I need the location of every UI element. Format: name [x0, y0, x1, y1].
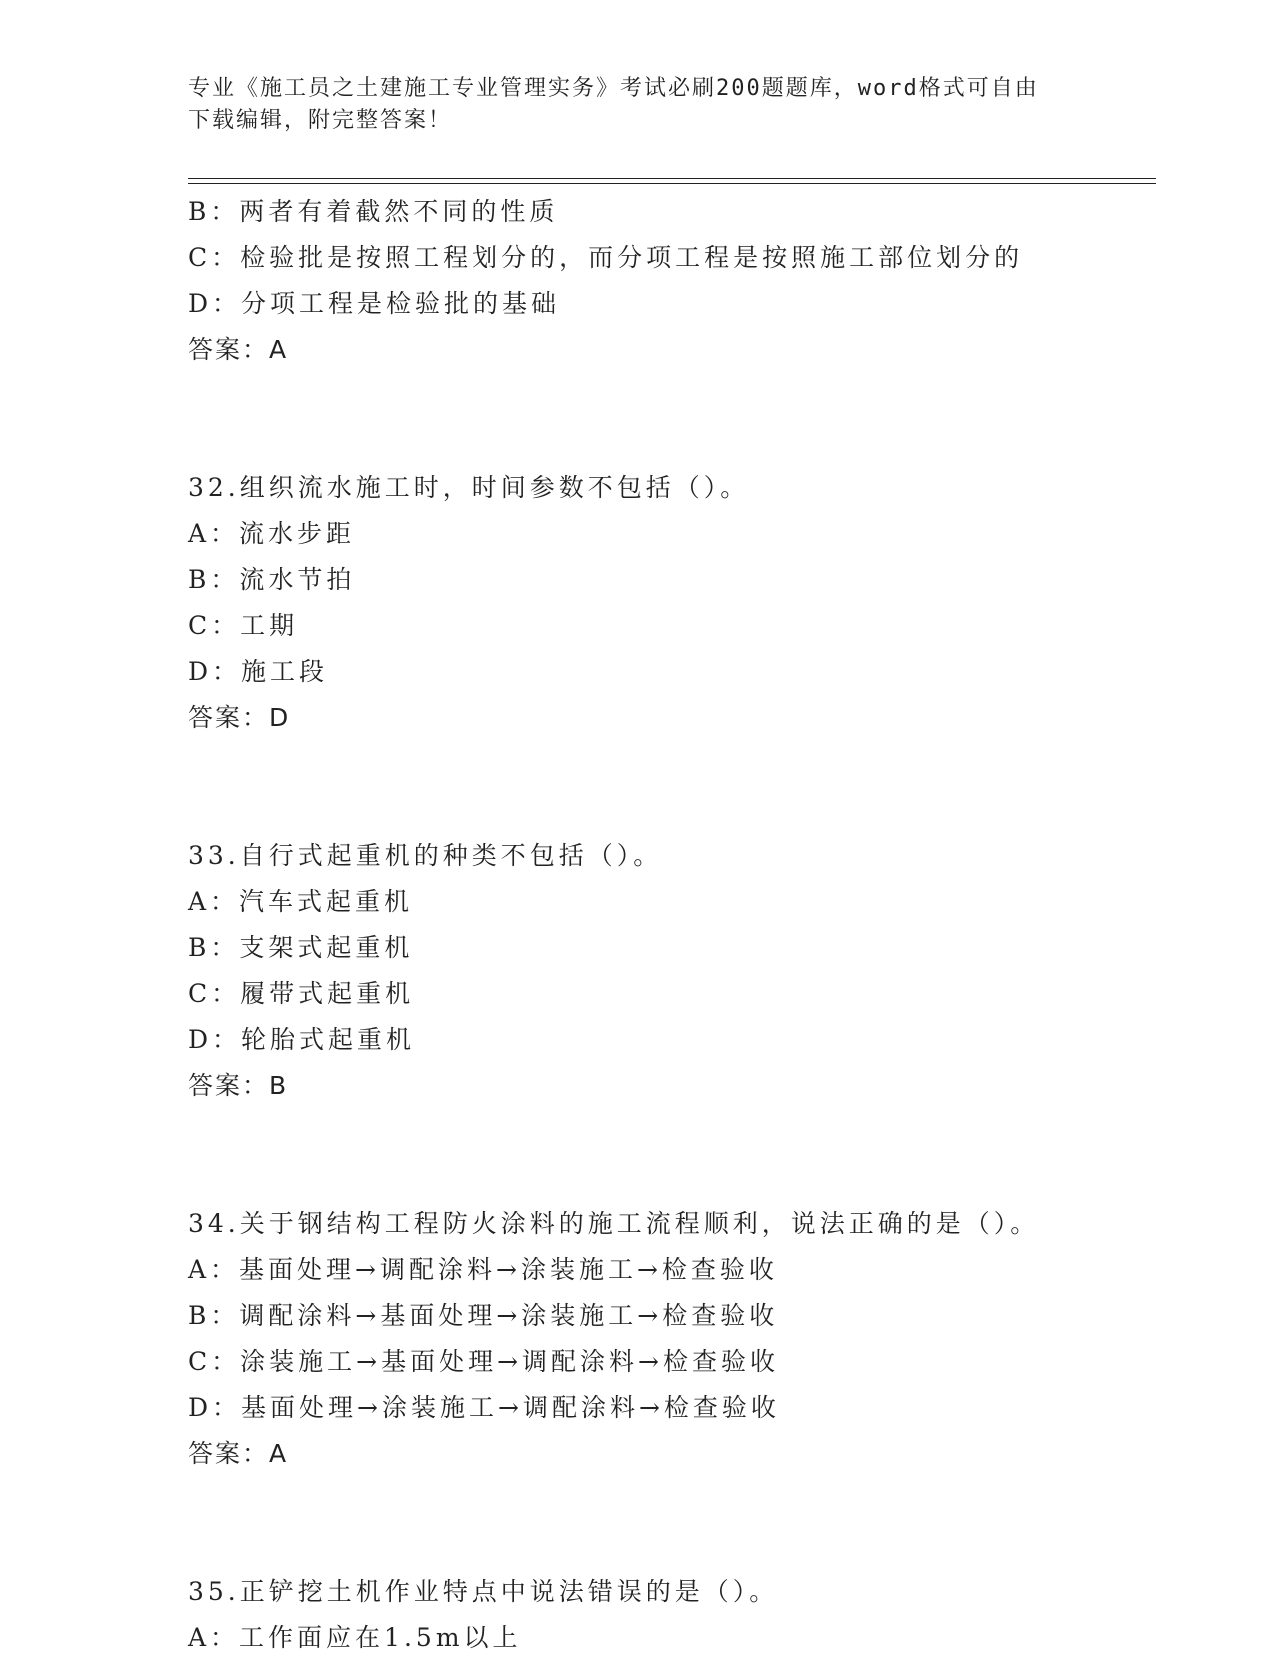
answer-line: 答案：A [188, 1439, 289, 1468]
option-b: B：支架式起重机 [188, 933, 414, 962]
spacer [188, 1109, 1156, 1201]
option-a: A：汽车式起重机 [188, 887, 414, 916]
question-34 [188, 1201, 1156, 1477]
header-rule-top [188, 178, 1156, 179]
option-d: D：基面处理→涂装施工→调配涂料→检查验收 [188, 1393, 780, 1422]
document-header [188, 73, 1068, 137]
option-a: A：流水步距 [188, 519, 356, 548]
option-a: A：工作面应在1.5m以上 [188, 1623, 522, 1652]
question-stem: 35.正铲挖土机作业特点中说法错误的是（）。 [188, 1577, 779, 1606]
answer-line: 答案：B [188, 1071, 289, 1100]
header-line-2: 下载编辑，附完整答案！ [188, 108, 453, 133]
question-33 [188, 833, 1156, 1109]
option-c: C：工期 [188, 611, 299, 640]
option-d: D：分项工程是检验批的基础 [188, 289, 561, 318]
spacer [188, 373, 1156, 465]
option-a: A：基面处理→调配涂料→涂装施工→检查验收 [188, 1255, 778, 1284]
question-31-continuation [188, 189, 1156, 373]
option-c: C：检验批是按照工程划分的，而分项工程是按照施工部位划分的 [188, 243, 1024, 272]
option-b: B：两者有着截然不同的性质 [188, 197, 559, 226]
answer-line: 答案：A [188, 335, 289, 364]
question-32 [188, 465, 1156, 741]
answer-line: 答案：D [188, 703, 291, 732]
option-b: B：流水节拍 [188, 565, 356, 594]
question-stem: 34.关于钢结构工程防火涂料的施工流程顺利，说法正确的是（）。 [188, 1209, 1040, 1238]
option-b: B：调配涂料→基面处理→涂装施工→检查验收 [188, 1301, 779, 1330]
option-c: C：涂装施工→基面处理→调配涂料→检查验收 [188, 1347, 779, 1376]
question-stem: 33.自行式起重机的种类不包括（）。 [188, 841, 663, 870]
option-d: D：施工段 [188, 657, 329, 686]
question-35 [188, 1569, 1156, 1661]
question-stem: 32.组织流水施工时，时间参数不包括（）。 [188, 473, 750, 502]
option-d: D：轮胎式起重机 [188, 1025, 416, 1054]
spacer [188, 741, 1156, 833]
header-line-1: 专业《施工员之土建施工专业管理实务》考试必刷200题题库，word格式可自由 [188, 76, 1039, 101]
document-body [188, 189, 1156, 1661]
header-rule-bottom [188, 183, 1156, 184]
spacer [188, 1477, 1156, 1569]
option-c: C：履带式起重机 [188, 979, 415, 1008]
